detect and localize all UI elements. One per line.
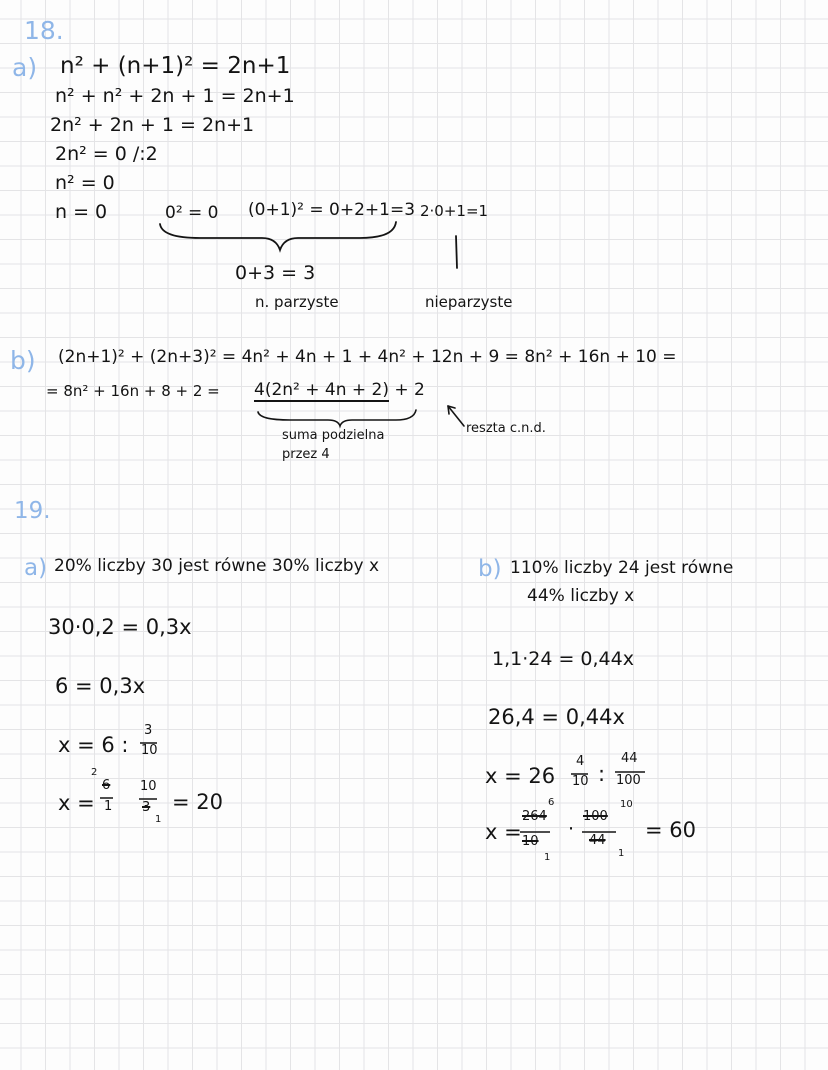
ex19-b-line-4-f1-reduced: 6	[548, 797, 555, 808]
ex18-a-label: a)	[12, 53, 38, 82]
ex18-a-line-6: n = 0	[55, 201, 108, 223]
ex19-b-line-3-f1-num: 4	[576, 754, 585, 769]
ex19-b-line-4-f1-num: 264	[522, 809, 547, 824]
exercise-19-number: 19.	[14, 498, 51, 524]
ex19-a-line-3-prefix: x = 6 :	[58, 733, 129, 757]
ex18-b-note-divisible: suma podzielna	[282, 428, 385, 443]
ex18-a-line-2: n² + n² + 2n + 1 = 2n+1	[55, 85, 295, 107]
ex19-a-line-3-den: 10	[141, 743, 158, 758]
ex19-a-line-4-prefix: x =	[58, 791, 95, 815]
ex19-a-line-4-f2-den: 3	[142, 800, 151, 815]
ex19-b-label: b)	[478, 556, 502, 582]
ex19-a-line-4-f2-num: 10	[140, 779, 157, 794]
ex18-a-line-3: 2n² + 2n + 1 = 2n+1	[50, 114, 255, 136]
ex19-b-line-3-f2-den: 100	[616, 773, 641, 788]
ex18-b-remainder: + 2	[394, 380, 425, 400]
ex19-b-line-4-dot: ·	[568, 818, 575, 840]
curly-brace-18b	[258, 410, 416, 426]
curly-brace-18a	[160, 222, 396, 250]
ex19-b-line-2: 26,4 = 0,44x	[488, 705, 625, 729]
ex19-b-title-2: 44% liczby x	[527, 586, 635, 606]
ex19-b-line-4-f2-den: 44	[589, 833, 606, 848]
ex18-a-check-next: (0+1)² = 0+2+1=3	[248, 200, 416, 220]
ex19-a-line-2: 6 = 0,3x	[55, 674, 146, 698]
ex19-b-line-4-f1-den: 10	[522, 834, 539, 849]
ex18-a-sum: 0+3 = 3	[235, 262, 316, 284]
exercise-18-number: 18.	[24, 16, 64, 45]
ex19-a-line-1: 30·0,2 = 0,3x	[48, 615, 192, 639]
ex19-a-line-3-num: 3	[144, 723, 153, 738]
ex19-a-line-4-f2-reduced: 1	[155, 814, 162, 825]
ex19-a-line-4-f1-den: 1	[104, 799, 113, 814]
ex18-a-check-zero: 0² = 0	[165, 203, 219, 223]
ex19-b-line-3-prefix: x = 26	[485, 764, 556, 788]
ex19-b-result: = 60	[645, 818, 696, 842]
ex19-a-title: 20% liczby 30 jest równe 30% liczby x	[54, 556, 380, 576]
ex18-a-line-5: n² = 0	[55, 172, 115, 194]
ex19-b-line-4-f1-reduced-den: 1	[544, 852, 551, 863]
ex19-b-line-4-prefix: x =	[485, 820, 522, 844]
ex18-a-note-odd: nieparzyste	[425, 293, 513, 311]
vertical-line-18a	[456, 236, 457, 268]
arrow-remainder	[448, 406, 464, 426]
ex19-b-line-4-f2-num: 100	[583, 809, 608, 824]
ex19-b-line-3-f2-num: 44	[621, 751, 638, 766]
ex18-a-check-odd: 2·0+1=1	[420, 202, 489, 220]
ex19-b-line-3-colon: :	[598, 762, 606, 786]
ex19-b-line-4-f2-reduced: 10	[620, 799, 633, 810]
ex18-a-line-4: 2n² = 0 /:2	[55, 143, 158, 165]
ex18-b-label: b)	[10, 346, 36, 375]
ex19-a-label: a)	[24, 555, 48, 581]
ex19-b-line-1: 1,1·24 = 0,44x	[492, 648, 634, 670]
ex18-a-line-1: n² + (n+1)² = 2n+1	[60, 53, 291, 79]
ex19-a-line-4-f1-reduced: 2	[91, 767, 98, 778]
ex18-a-note-even: n. parzyste	[255, 293, 339, 311]
ex19-a-line-4-f1-num: 6	[102, 778, 111, 793]
ex19-b-title-1: 110% liczby 24 jest równe	[510, 558, 734, 578]
ex18-b-divisible-part: 4(2n² + 4n + 2)	[254, 380, 389, 400]
ex19-b-line-4-f2-reduced-den: 1	[618, 848, 625, 859]
ex19-b-line-3-f1-den: 10	[572, 774, 589, 789]
ex19-a-result: = 20	[172, 790, 223, 814]
ex18-b-note-remainder: reszta c.n.d.	[466, 421, 546, 436]
ex18-b-note-divisible-2: przez 4	[282, 447, 330, 462]
ex18-b-line-2-prefix: = 8n² + 16n + 8 + 2 =	[46, 382, 220, 400]
ex18-b-line-1: (2n+1)² + (2n+3)² = 4n² + 4n + 1 + 4n² + 12n + 9 = 8n² + 16n + 10 =	[58, 347, 677, 367]
